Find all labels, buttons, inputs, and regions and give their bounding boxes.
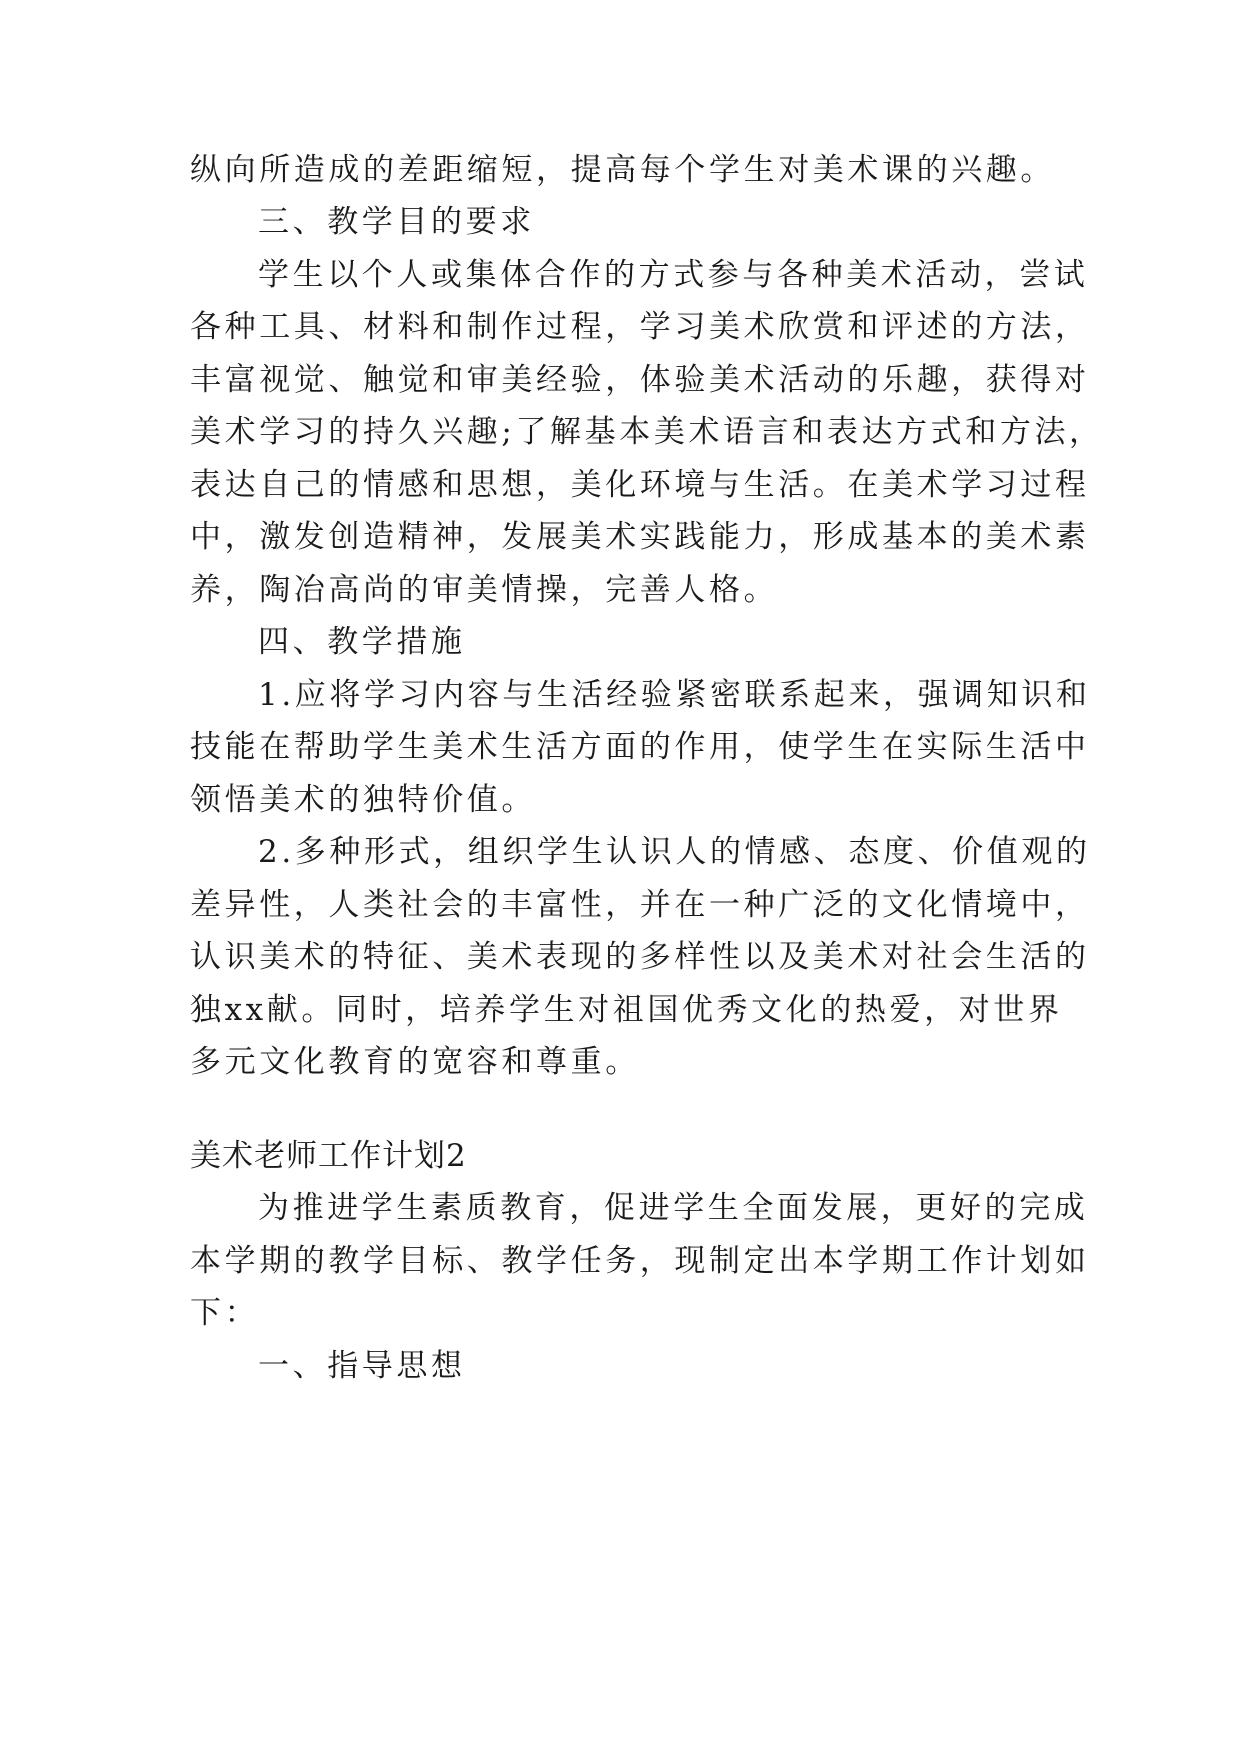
paragraph-line: 丰富视觉、触觉和审美经验，体验美术活动的乐趣，获得对 xyxy=(190,362,1090,398)
paragraph-line: 2.多种形式，组织学生认识人的情感、态度、价值观的 xyxy=(258,834,1091,870)
paragraph-line: 本学期的教学目标、教学任务，现制定出本学期工作计划如 xyxy=(190,1243,1090,1279)
section-heading: 一、指导思想 xyxy=(258,1348,466,1384)
paragraph-line: 认识美术的特征、美术表现的多样性以及美术对社会生活的 xyxy=(190,939,1090,975)
paragraph-line: 技能在帮助学生美术生活方面的作用，使学生在实际生活中 xyxy=(190,729,1090,765)
paragraph-line: 1.应将学习内容与生活经验紧密联系起来，强调知识和 xyxy=(258,677,1091,713)
paragraph-line: 养，陶冶高尚的审美情操，完善人格。 xyxy=(190,572,779,608)
paragraph-line: 各种工具、材料和制作过程，学习美术欣赏和评述的方法， xyxy=(190,309,1090,345)
paragraph-line: 下： xyxy=(190,1295,260,1331)
section-heading: 四、教学措施 xyxy=(258,624,466,660)
paragraph-line: 学生以个人或集体合作的方式参与各种美术活动，尝试 xyxy=(258,257,1089,293)
paragraph-line: 差异性，人类社会的丰富性，并在一种广泛的文化情境中， xyxy=(190,887,1090,923)
paragraph-line: 独xx献。同时，培养学生对祖国优秀文化的热爱，对世界 xyxy=(190,992,1063,1028)
paragraph-line: 多元文化教育的宽容和尊重。 xyxy=(190,1044,640,1080)
paragraph-line: 表达自己的情感和思想，美化环境与生活。在美术学习过程 xyxy=(190,467,1090,503)
section-heading: 三、教学目的要求 xyxy=(258,204,535,240)
paragraph-line: 纵向所造成的差距缩短，提高每个学生对美术课的兴趣。 xyxy=(190,152,1055,188)
paragraph-line: 中，激发创造精神，发展美术实践能力，形成基本的美术素 xyxy=(190,519,1090,555)
paragraph-line: 美术学习的持久兴趣;了解基本美术语言和表达方式和方法， xyxy=(190,414,1104,450)
document-title: 美术老师工作计划2 xyxy=(190,1138,467,1174)
paragraph-line: 领悟美术的独特价值。 xyxy=(190,782,536,818)
paragraph-line: 为推进学生素质教育，促进学生全面发展，更好的完成 xyxy=(258,1190,1089,1226)
